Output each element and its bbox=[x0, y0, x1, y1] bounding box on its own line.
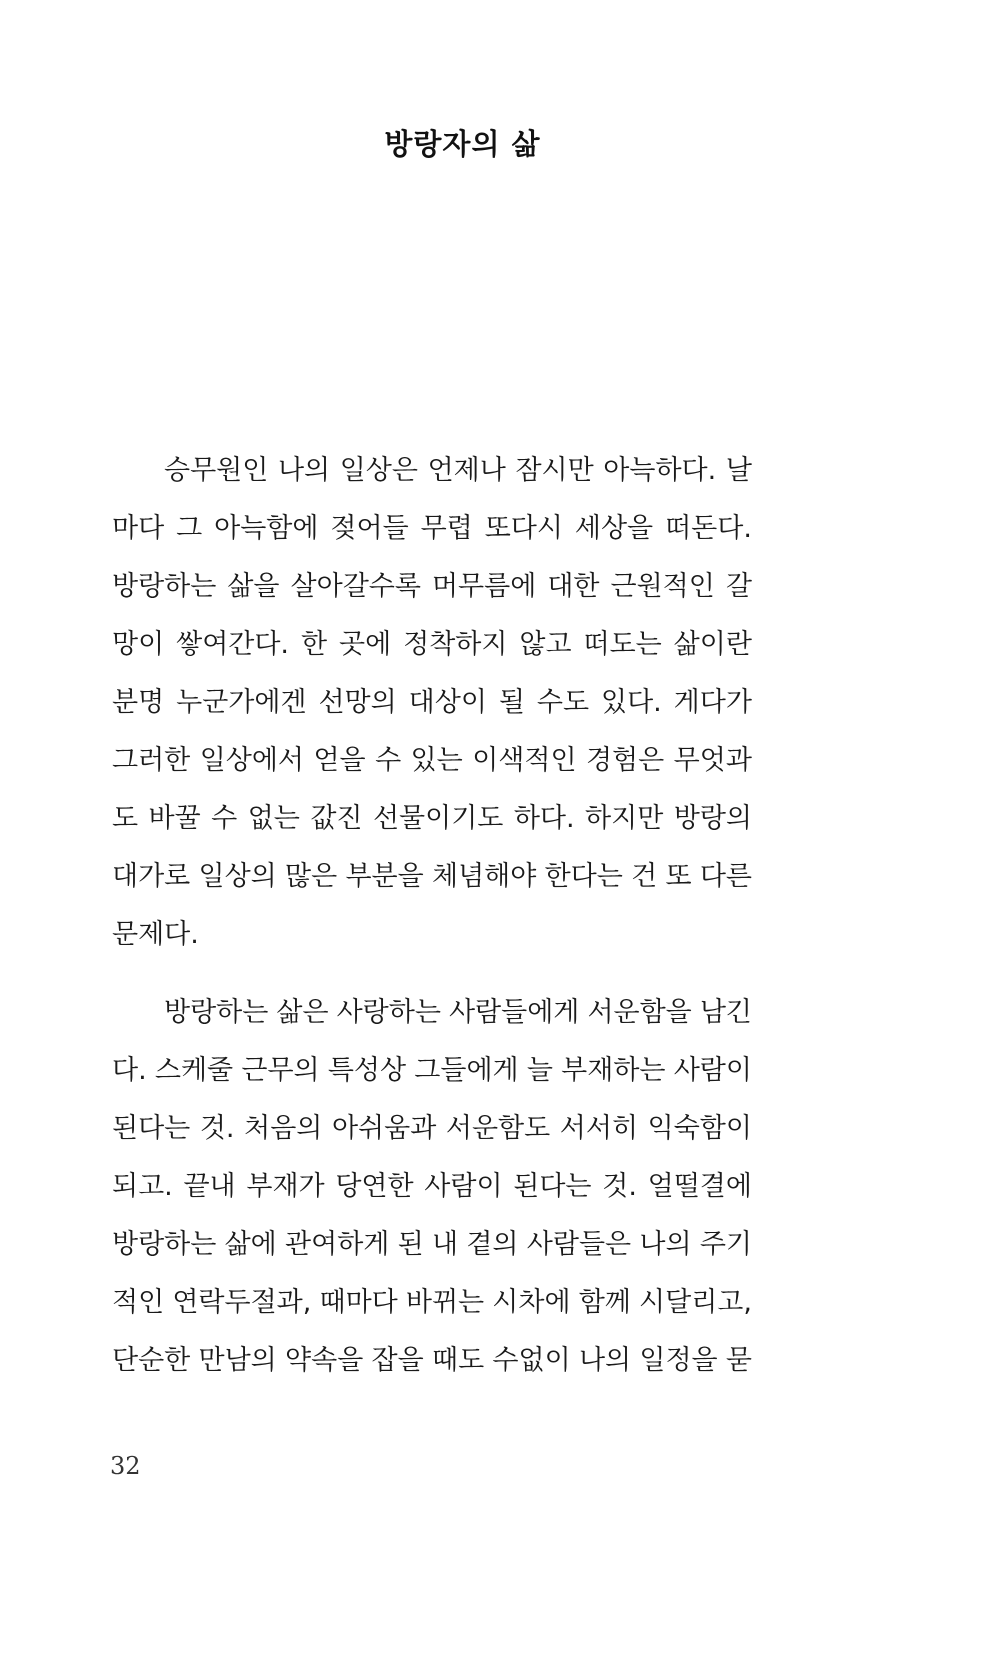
text-line: 방랑하는 삶에 관여하게 된 내 곁의 사람들은 나의 주기 bbox=[112, 1229, 752, 1260]
text-line: 적인 연락두절과, 때마다 바뀌는 시차에 함께 시달리고, bbox=[112, 1287, 752, 1318]
text-line: 단순한 만남의 약속을 잡을 때도 수없이 나의 일정을 묻 bbox=[112, 1345, 752, 1376]
chapter-title: 방랑자의 삶 bbox=[384, 127, 541, 161]
text-line: 문제다. bbox=[112, 919, 199, 950]
text-line: 방랑하는 삶은 사랑하는 사람들에게 서운함을 남긴 bbox=[164, 997, 752, 1028]
text-line: 되고. 끝내 부재가 당연한 사람이 된다는 것. 얼떨결에 bbox=[112, 1171, 752, 1202]
page-number: 32 bbox=[110, 1452, 141, 1480]
text-line: 방랑하는 삶을 살아갈수록 머무름에 대한 근원적인 갈 bbox=[112, 571, 752, 602]
text-line: 다. 스케줄 근무의 특성상 그들에게 늘 부재하는 사람이 bbox=[112, 1055, 752, 1086]
text-line: 된다는 것. 처음의 아쉬움과 서운함도 서서히 익숙함이 bbox=[112, 1113, 752, 1144]
text-line: 도 바꿀 수 없는 값진 선물이기도 하다. 하지만 방랑의 bbox=[112, 803, 752, 834]
text-line: 망이 쌓여간다. 한 곳에 정착하지 않고 떠도는 삶이란 bbox=[112, 629, 752, 660]
paragraph-2 bbox=[112, 984, 752, 1390]
text-line: 대가로 일상의 많은 부분을 체념해야 한다는 건 또 다른 bbox=[112, 861, 752, 892]
text-line: 분명 누군가에겐 선망의 대상이 될 수도 있다. 게다가 bbox=[112, 687, 752, 718]
paragraph-1 bbox=[112, 442, 752, 964]
text-line: 승무원인 나의 일상은 언제나 잠시만 아늑하다. 날 bbox=[164, 455, 752, 486]
text-line: 그러한 일상에서 얻을 수 있는 이색적인 경험은 무엇과 bbox=[112, 745, 752, 776]
text-line: 마다 그 아늑함에 젖어들 무렵 또다시 세상을 떠돈다. bbox=[112, 513, 752, 544]
